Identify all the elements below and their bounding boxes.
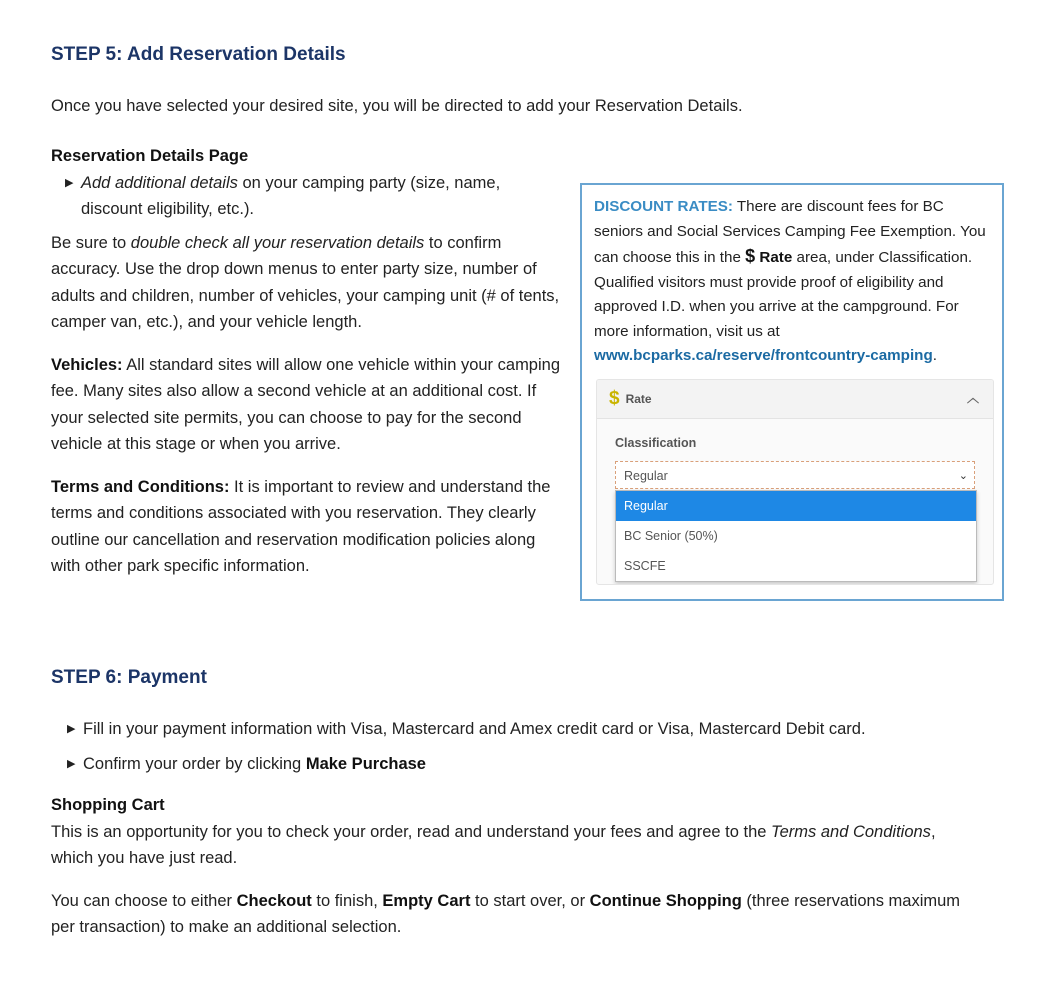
cart-text2: , which you have just read. bbox=[51, 822, 936, 867]
triangle-bullet-icon: ▶ bbox=[65, 176, 74, 189]
bullet-text: Fill in your payment information with Visa, Mastercard and Amex credit card or Visa, Mastercard Debit card. bbox=[83, 720, 866, 738]
cart-text1: This is an opportunity for you to check your order, read and understand your fees and agree to the bbox=[51, 822, 772, 841]
chevron-down-icon: ⌄ bbox=[958, 470, 968, 482]
rate-bold: Rate bbox=[755, 249, 793, 266]
vehicles-label: Vehicles: bbox=[51, 355, 123, 374]
bullet-item bbox=[51, 716, 1011, 743]
cart-paragraph bbox=[51, 819, 951, 872]
step6-heading: STEP 6: Payment bbox=[51, 667, 207, 688]
discount-label: DISCOUNT RATES: bbox=[594, 198, 733, 215]
option-regular[interactable]: Regular bbox=[616, 491, 976, 521]
selected-value: Regular bbox=[624, 469, 668, 483]
final-mid1: to finish, bbox=[311, 891, 383, 910]
cart-italic: Terms and Conditions bbox=[771, 822, 931, 841]
rate-panel-header[interactable] bbox=[597, 380, 993, 419]
vehicles-paragraph bbox=[51, 352, 566, 458]
empty-cart-bold: Empty Cart bbox=[382, 891, 471, 910]
triangle-bullet-icon: ▶ bbox=[67, 757, 76, 770]
bullet-item bbox=[49, 170, 566, 223]
discount-rates-box bbox=[580, 183, 1004, 601]
subheading: Reservation Details Page bbox=[51, 147, 249, 165]
check-italic: double check all your reservation details bbox=[130, 233, 425, 252]
vehicles-text: All standard sites will allow one vehicle within your camping fee. Many sites also allow a second vehicle at an additional cost. If your selected site permits, you can choose to pay for the second vehicle at this stage or when you arrive. bbox=[51, 355, 561, 453]
dollar-icon: $ bbox=[609, 388, 620, 409]
option-sscfe[interactable]: SSCFE bbox=[624, 559, 666, 573]
discount-text1: There are discount fees for BC seniors and Social Services Camping Fee Exemption. You can choose this in the bbox=[594, 198, 986, 266]
check-rest: to confirm accuracy. Use the drop down menus to enter party size, number of adults and children, number of vehicles, your camping unit (# of tents, camper van, etc.), and your vehicle length. bbox=[51, 233, 560, 331]
final-paragraph bbox=[51, 888, 981, 941]
rate-title: Rate bbox=[625, 392, 652, 406]
bullet-item bbox=[51, 751, 1011, 778]
bullet-text: Confirm your order by clicking bbox=[83, 754, 306, 773]
bcparks-link[interactable]: www.bcparks.ca/reserve/frontcountry-camping bbox=[594, 347, 933, 364]
terms-paragraph bbox=[51, 474, 566, 580]
bullet-text: on your camping party (size, name, discount eligibility, etc.). bbox=[81, 173, 501, 218]
final-mid2: to start over, or bbox=[470, 891, 590, 910]
terms-text: It is important to review and understand the terms and conditions associated with you reservation. They clearly outline our cancellation and reservation modification policies along with other park specific information. bbox=[51, 477, 551, 575]
chevron-up-icon[interactable]: ︿ bbox=[966, 391, 979, 405]
shopping-cart-heading: Shopping Cart bbox=[51, 796, 165, 814]
make-purchase-bold: Make Purchase bbox=[305, 754, 426, 773]
payment-section bbox=[51, 716, 1011, 941]
discount-text2: area, under Classification. Qualified visitors must provide proof of eligibility and approved I.D. when you arrive at the campground. For more information, visit us at bbox=[594, 249, 973, 340]
checkout-bold: Checkout bbox=[236, 891, 312, 910]
terms-label: Terms and Conditions: bbox=[51, 477, 230, 496]
classification-select[interactable] bbox=[615, 461, 975, 489]
option-bc-senior[interactable]: BC Senior (50%) bbox=[624, 529, 718, 543]
check-paragraph bbox=[51, 230, 566, 336]
classification-label: Classification bbox=[615, 436, 697, 450]
triangle-bullet-icon: ▶ bbox=[67, 723, 76, 735]
step5-intro: Once you have selected your desired site, you will be directed to add your Reservation Details. bbox=[51, 97, 743, 115]
classification-dropdown-menu bbox=[615, 490, 977, 582]
final-end: (three reservations maximum per transaction) to make an additional selection. bbox=[51, 891, 961, 936]
discount-text bbox=[582, 195, 1002, 369]
period: . bbox=[932, 347, 937, 364]
reservation-details-section bbox=[51, 143, 566, 580]
step5-heading: STEP 5: Add Reservation Details bbox=[51, 44, 346, 65]
final-pre: You can choose to either bbox=[51, 891, 237, 910]
rate-panel bbox=[596, 379, 994, 585]
bullet-italic: Add additional details bbox=[81, 173, 238, 192]
dollar-icon: $ bbox=[745, 246, 756, 266]
check-pre: Be sure to bbox=[51, 233, 131, 252]
continue-shopping-bold: Continue Shopping bbox=[589, 891, 742, 910]
